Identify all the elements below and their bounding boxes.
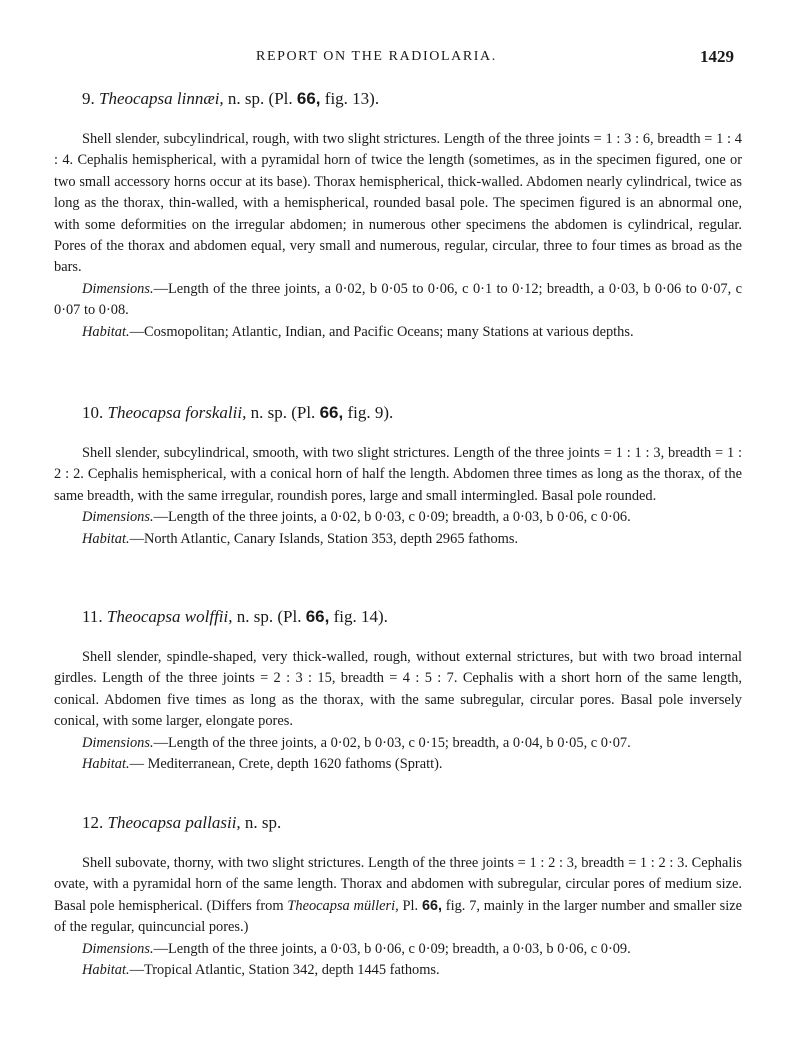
new-species-mark: n. sp.	[244, 813, 282, 832]
dimensions-text: —Length of the three joints, a 0·03, b 0·06, c 0·09; breadth, a 0·03, b 0·06, c 0·09.	[153, 940, 631, 957]
cross-ref-plate: Pl.	[402, 897, 419, 914]
entry-number: 11.	[82, 607, 103, 626]
page-number: 1429	[700, 47, 734, 66]
figure-ref: fig. 13).	[324, 89, 380, 108]
dimensions-line	[54, 279, 742, 322]
species-description: Shell slender, subcylindrical, rough, with two slight strictures. Length of the three joints = 1 : 3 : 6, breadth = 1 : 4 : 4. Cephalis hemispherical, with a pyramidal horn of twice the length (sometimes, as in the specimen figured, one or two small accessory horns occur at its base). Thorax hemispherical, thick-walled. Abdomen nearly cylindrical, twice as long as the thorax, thin-walled, with a hemispherical, rounded basal pole. The specimen figured is an abnormal one, with some deformities on the irregular abdomen; in numerous other specimens the abdomen is cylindrical, regular. Pores of the thorax and abdomen equal, very small and numerous, regular, circular, three to four times as broad as the bars.	[54, 131, 742, 276]
dimensions-label: Dimensions.	[82, 509, 154, 526]
entry-number: 9.	[82, 89, 95, 108]
description-part-a: Shell subovate, thorny, with two slight strictures. Length of the three joints = 1 : 2 : 3, breadth = 1 : 2 : 3. Cephalis ovate, with a pyramidal horn of the same length. Thorax and abdomen with subregular, circular pores of medium size. Basal pole hemispherical. (Differs from	[54, 855, 742, 914]
species-description: Shell slender, spindle-shaped, very thick-walled, rough, without external strictures, but with two broad internal girdles. Length of the three joints = 2 : 3 : 15, breadth = 4 : 5 : 7. Cephalis with a short horn of the same length, conical. Abdomen five times as long as the thorax, with the same subregular, circular pores. Basal pole inversely conical, with some larger, elongate pores.	[54, 649, 742, 730]
habitat-text: —Tropical Atlantic, Station 342, depth 1445 fathoms.	[129, 962, 440, 979]
running-title: REPORT ON THE RADIOLARIA.	[256, 49, 497, 64]
entry-heading	[82, 607, 742, 629]
species-name: Theocapsa linnæi,	[99, 89, 224, 108]
dimensions-text: —Length of the three joints, a 0·02, b 0·05 to 0·06, c 0·1 to 0·12; breadth, a 0·03, b 0·06 to 0·07, c 0·07 to 0·08.	[54, 280, 742, 319]
entry-number: 10.	[82, 403, 104, 422]
habitat-label: Habitat.	[82, 962, 130, 979]
plate-number: 66,	[305, 607, 330, 626]
dimensions-line	[54, 939, 742, 960]
description-part-b: fig. 7, mainly in the larger number and smaller size of the regular, quincuncial pores.)	[54, 897, 742, 936]
species-entry-12	[54, 813, 742, 981]
species-entry-11	[54, 607, 742, 775]
plate-prefix: (Pl.	[277, 607, 302, 626]
figure-ref: fig. 14).	[333, 607, 388, 626]
dimensions-line	[54, 733, 742, 754]
dimensions-label: Dimensions.	[82, 280, 154, 297]
species-name: Theocapsa wolffii,	[106, 607, 233, 626]
species-description	[54, 853, 742, 939]
dimensions-text: —Length of the three joints, a 0·02, b 0·03, c 0·15; breadth, a 0·04, b 0·05, c 0·07.	[153, 734, 631, 751]
plate-prefix: (Pl.	[291, 403, 316, 422]
new-species-mark: n. sp.	[236, 607, 274, 626]
habitat-label: Habitat.	[82, 323, 130, 340]
new-species-mark: n. sp.	[227, 89, 265, 108]
running-head	[0, 47, 800, 69]
dimensions-line	[54, 507, 742, 528]
entry-number: 12.	[82, 813, 104, 832]
habitat-line	[54, 322, 742, 343]
habitat-label: Habitat.	[82, 756, 130, 773]
habitat-text: — Mediterranean, Crete, depth 1620 fathoms (Spratt).	[129, 756, 443, 773]
habitat-line	[54, 960, 742, 981]
species-name: Theocapsa pallasii,	[107, 813, 241, 832]
entry-heading	[82, 403, 742, 425]
entry-heading	[82, 89, 742, 111]
plate-prefix: (Pl.	[268, 89, 293, 108]
habitat-label: Habitat.	[82, 530, 130, 547]
habitat-text: —Cosmopolitan; Atlantic, Indian, and Pacific Oceans; many Stations at various depths.	[129, 323, 634, 340]
cross-ref-species: Theocapsa mülleri,	[287, 897, 399, 914]
figure-ref: fig. 9).	[347, 403, 394, 422]
habitat-text: —North Atlantic, Canary Islands, Station 353, depth 2965 fathoms.	[129, 530, 519, 547]
dimensions-label: Dimensions.	[82, 734, 154, 751]
species-entry-9	[54, 89, 742, 343]
habitat-line	[54, 754, 742, 775]
species-description: Shell slender, subcylindrical, smooth, with two slight strictures. Length of the three joints = 1 : 1 : 3, breadth = 1 : 2 : 2. Cephalis hemispherical, with a conical horn of half the length. Abdomen three times as long as the thorax, of the same breadth, with the same irregular, roundish pores, large and small intermingled. Basal pole rounded.	[54, 445, 742, 504]
cross-ref-plate-number: 66,	[421, 897, 442, 914]
new-species-mark: n. sp.	[250, 403, 287, 422]
entry-heading	[82, 813, 742, 835]
plate-number: 66,	[296, 89, 321, 108]
species-entry-10	[54, 403, 742, 550]
plate-number: 66,	[319, 403, 344, 422]
species-name: Theocapsa forskalii,	[107, 403, 247, 422]
dimensions-label: Dimensions.	[82, 940, 154, 957]
habitat-line	[54, 529, 742, 550]
dimensions-text: —Length of the three joints, a 0·02, b 0·03, c 0·09; breadth, a 0·03, b 0·06, c 0·06.	[153, 509, 631, 526]
